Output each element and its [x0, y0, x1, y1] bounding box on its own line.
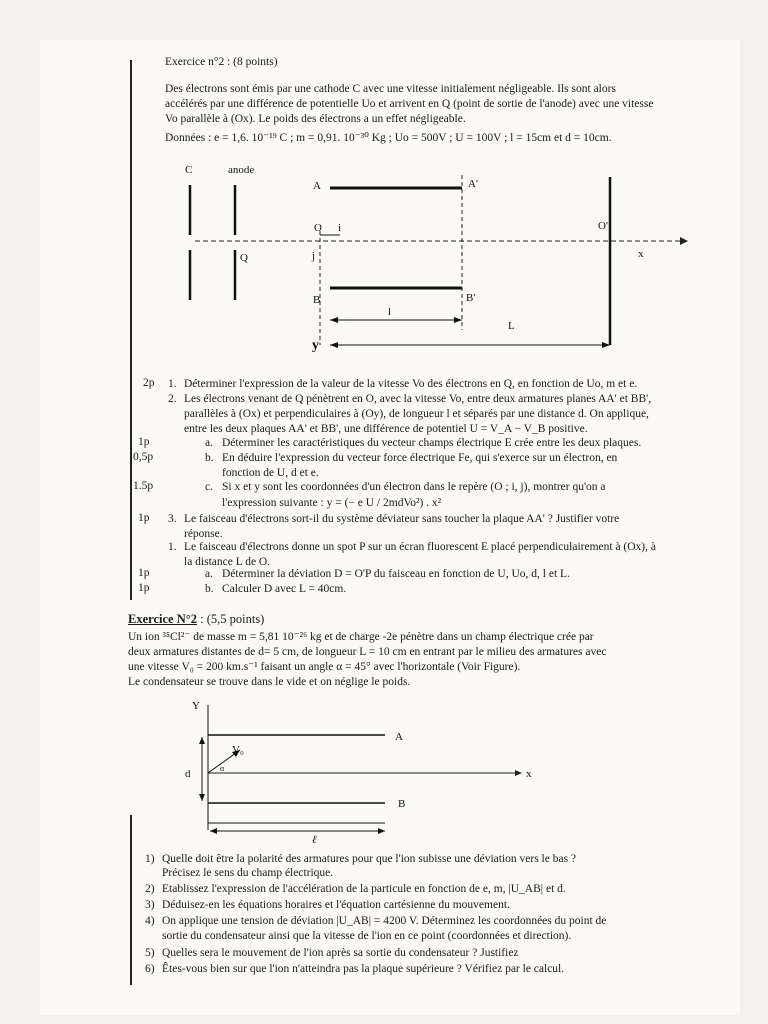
ex1-intro-3: Vo parallèle à (Ox). Le poids des électrons a un effet négligeable. [165, 113, 466, 125]
q2b-points: 0,5p [133, 451, 154, 463]
q4-line-2: la distance L de O. [184, 556, 271, 568]
fig1-label-x: x [638, 248, 644, 260]
ex1-intro-2: accélérés par une différence de potentielle Uo et arrivent en Q (point de sortie de l'anode) avec une vitesse [165, 98, 654, 110]
ex2-q4-num: 4) [145, 915, 155, 927]
ex2-q1-num: 1) [145, 853, 155, 865]
fig2-label-A: A [395, 731, 403, 743]
q1-points: 2p [143, 377, 155, 389]
fig2-label-V0: V₀ [232, 744, 244, 756]
q1-line-1: Déterminer l'expression de la valeur de la vitesse Vo des électrons en Q, en fonction de Uo, m et e. [184, 378, 638, 390]
fig1-label-Q: Q [240, 252, 248, 264]
ex1-data-line: Données : e = 1,6. 10⁻¹⁹ C ; m = 0,91. 10⁻³⁰ Kg ; Uo = 500V ; U = 100V ; l = 15cm et d = 10cm. [165, 132, 612, 144]
fig1-label-B-prime: B' [466, 292, 476, 304]
margin-line [130, 60, 132, 600]
q4b-points: 1p [138, 582, 150, 594]
q2c-points: 1.5p [133, 480, 154, 492]
ex2-figure [180, 695, 540, 845]
ex2-q1-line-2: Précisez le sens du champ électrique. [162, 867, 334, 879]
fig1-label-A: A [313, 180, 321, 192]
margin-line-2 [130, 815, 132, 985]
fig1-label-L: L [508, 320, 515, 332]
q4a-points: 1p [138, 567, 150, 579]
ex2-q2-line-1: Etablissez l'expression de l'accélération de la particule en fonction de e, m, |U_AB| et d. [162, 883, 566, 895]
q4b-line-1: Calculer D avec L = 40cm. [222, 583, 347, 595]
q4a-line-1: Déterminer la déviation D = O'P du faisceau en fonction de U, Uo, d, l et L. [222, 568, 570, 580]
ex2-q1-line-1: Quelle doit être la polarité des armatures pour que l'ion subisse une déviation vers le bas ? [162, 853, 577, 865]
fig1-label-A-prime: A' [468, 178, 478, 190]
q2b-num: b. [205, 452, 214, 464]
fig1-label-i: i [338, 222, 342, 234]
fig2-label-alpha: α [220, 764, 225, 773]
q1-num: 1. [168, 378, 177, 390]
fig1-label-B: B [313, 294, 321, 306]
q2c-line-1: Si x et y sont les coordonnées d'un électron dans le repère (O ; i, j), montrer qu'on a [222, 481, 606, 493]
ex2-intro-4: Le condensateur se trouve dans le vide et on néglige le poids. [128, 676, 411, 688]
q2c-num: c. [205, 481, 213, 493]
fig1-label-l: l [388, 306, 392, 318]
fig2-label-d: d [185, 768, 191, 780]
ex2-q3-num: 3) [145, 899, 155, 911]
q4b-num: b. [205, 583, 214, 595]
q4-line-1: Le faisceau d'électrons donne un spot P sur un écran fluorescent E placé perpendiculairement à (Ox), à [184, 541, 656, 553]
ex2-q3-line-1: Déduisez-en les équations horaires et l'équation cartésienne du mouvement. [162, 899, 510, 911]
fig2-label-Y: Y [192, 700, 200, 712]
q2b-line-1: En déduire l'expression du vecteur force électrique Fe, qui s'exerce sur un électron, en [222, 452, 618, 464]
q2c-line-2: l'expression suivante : y = (− e U / 2mdVo²) . x² [222, 497, 442, 509]
ex2-title [128, 612, 264, 626]
fig1-label-anode: anode [228, 164, 255, 176]
q2-line-2: parallèles à (Ox) et perpendiculaires à (Oy), de longueur l et séparés par une distance d. On applique, [184, 408, 649, 420]
fig2-label-B: B [398, 798, 406, 810]
ex2-q2-num: 2) [145, 883, 155, 895]
ex1-intro-1: Des électrons sont émis par une cathode C avec une vitesse initialement négligeable. Ils sont alors [165, 83, 616, 95]
ex2-title-rest: : (5,5 points) [196, 612, 265, 626]
ex2-q5-line-1: Quelles sera le mouvement de l'ion après sa sortie du condensateur ? Justifiez [162, 947, 519, 959]
ex2-intro-2: deux armatures distantes de d= 5 cm, de longueur L = 10 cm en entrant par le milieu des armatures avec [128, 646, 607, 658]
q3-num: 3. [168, 513, 177, 525]
ex2-q4-line-2: sortie du condensateur ainsi que la vitesse de l'ion en ce point (coordonnées et direction). [162, 930, 572, 942]
ex2-intro-3: une vitesse V₀ = 200 km.s⁻¹ faisant un angle α = 45° avec l'horizontale (Voir Figure). [128, 661, 521, 673]
fig2-label-x: x [526, 768, 532, 780]
q2a-points: 1p [138, 436, 150, 448]
q3-line-1: Le faisceau d'électrons sort-il du système déviateur sans toucher la plaque AA' ? Justifier votre [184, 513, 620, 525]
ex2-title-main: Exercice N°2 [128, 612, 197, 626]
ex2-q4-line-1: On applique une tension de déviation |U_AB| = 4200 V. Déterminez les coordonnées du point de [162, 915, 607, 927]
q3-points: 1p [138, 512, 150, 524]
ex2-q6-line-1: Êtes-vous bien sur que l'ion n'atteindra pas la plaque supérieure ? Vérifiez par le calcul. [162, 963, 565, 975]
fig1-label-y: y [312, 338, 319, 353]
q4-num: 1. [168, 541, 177, 553]
q2-line-3: entre les deux plaques AA' et BB', une différence de potentiel U = V_A − V_B positive. [184, 423, 588, 435]
fig1-label-C: C [185, 164, 193, 176]
q3-line-2: réponse. [184, 528, 223, 540]
ex2-q5-num: 5) [145, 947, 155, 959]
ex2-intro-1: Un ion ³⁵Cl²⁻ de masse m = 5,81 10⁻²⁶ kg et de charge -2e pénètre dans un champ électrique crée par [128, 631, 594, 643]
fig2-label-l: ℓ [312, 834, 317, 846]
fig1-label-O-prime: O' [598, 220, 608, 232]
ex1-title: Exercice n°2 : (8 points) [165, 56, 278, 68]
ex1-figure [150, 155, 690, 365]
ex2-q6-num: 6) [145, 963, 155, 975]
fig1-label-O: O [314, 222, 322, 234]
q2-line-1: Les électrons venant de Q pénètrent en O, avec la vitesse Vo, entre deux armatures planes AA' et BB', [184, 393, 652, 405]
q4a-num: a. [205, 568, 213, 580]
q2-num: 2. [168, 393, 177, 405]
q2a-num: a. [205, 437, 213, 449]
q2b-line-2: fonction de U, d et e. [222, 467, 319, 479]
q2a-line-1: Déterminer les caractéristiques du vecteur champs électrique E crée entre les deux plaques. [222, 437, 642, 449]
fig1-label-j: j [312, 250, 316, 262]
